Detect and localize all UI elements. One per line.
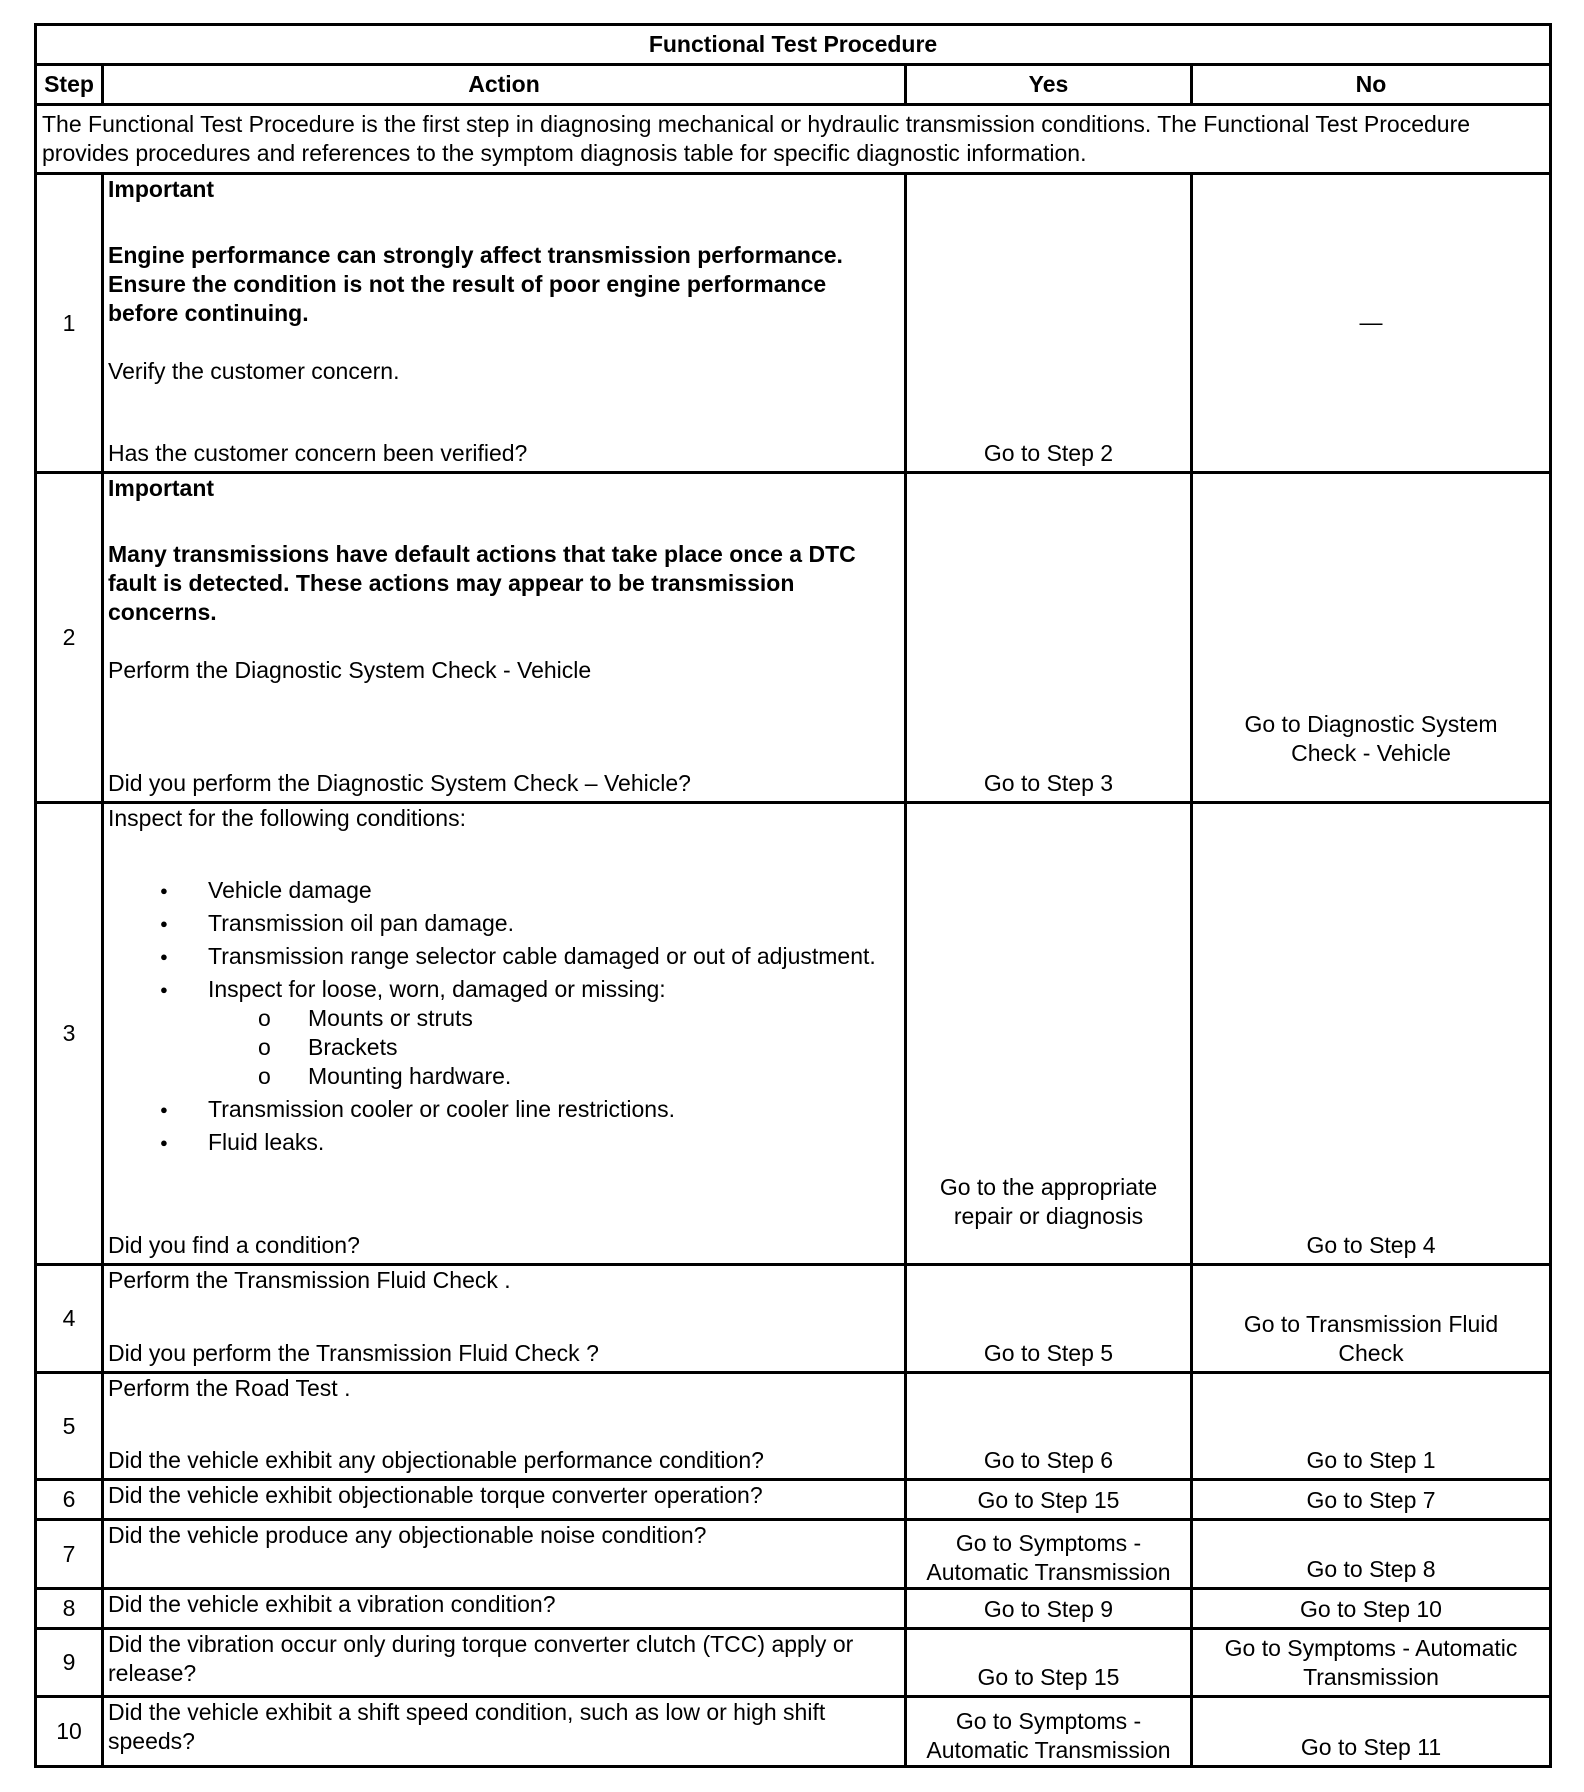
- functional-test-table: [34, 23, 1552, 1768]
- sub-list-item: o Mounting hardware.: [108, 1062, 900, 1091]
- list-item: ● Transmission oil pan damage.: [108, 909, 900, 938]
- table-row: [36, 1373, 1551, 1480]
- list-item: ● Fluid leaks.: [108, 1128, 900, 1157]
- no-cell: Go to Step 11: [1192, 1697, 1551, 1767]
- instruction: Perform the Diagnostic System Check - Vehicle: [108, 657, 592, 683]
- step-number: 1: [36, 174, 103, 473]
- step-number: 5: [36, 1373, 103, 1480]
- step-number: 9: [36, 1629, 103, 1697]
- no-cell: Go to Transmission Fluid Check: [1192, 1265, 1551, 1373]
- step-number: 6: [36, 1480, 103, 1520]
- question: Did the vibration occur only during torque converter clutch (TCC) apply or release?: [103, 1629, 906, 1697]
- yes-cell: Go to Step 15: [906, 1629, 1192, 1697]
- no-cell: Go to Step 7: [1192, 1480, 1551, 1520]
- question: Did the vehicle exhibit any objectionable performance condition?: [108, 1447, 764, 1473]
- question: Did you perform the Diagnostic System Check – Vehicle?: [108, 770, 691, 796]
- header-yes: Yes: [906, 65, 1192, 105]
- step-number: 7: [36, 1520, 103, 1589]
- table-row: [36, 473, 1551, 803]
- yes-cell: Go to Symptoms - Automatic Transmission: [906, 1697, 1192, 1767]
- no-cell: Go to Step 10: [1192, 1589, 1551, 1629]
- yes-cell: Go to Step 9: [906, 1589, 1192, 1629]
- question: Did the vehicle produce any objectionable noise condition?: [103, 1520, 906, 1589]
- question: Did you perform the Transmission Fluid Check ?: [108, 1340, 599, 1366]
- no-cell: Go to Symptoms - Automatic Transmission: [1192, 1629, 1551, 1697]
- list-item: ● Transmission range selector cable damaged or out of adjustment.: [108, 942, 900, 971]
- table-row: [36, 803, 1551, 1265]
- header-action: Action: [103, 65, 906, 105]
- table-row: [36, 1629, 1551, 1697]
- sub-list-item: o Brackets: [108, 1033, 900, 1062]
- instruction: Verify the customer concern.: [108, 358, 400, 384]
- important-note: Many transmissions have default actions that take place once a DTC fault is detected. These actions may appear to be transmission concerns.: [108, 541, 856, 625]
- no-cell: Go to Step 4: [1192, 803, 1551, 1265]
- list-item: ● Vehicle damage: [108, 876, 900, 905]
- step-number: 8: [36, 1589, 103, 1629]
- no-cell: Go to Step 8: [1192, 1520, 1551, 1589]
- table-row: [36, 174, 1551, 473]
- yes-cell: Go to Step 6: [906, 1373, 1192, 1480]
- yes-cell: Go to Step 3: [906, 473, 1192, 803]
- question: Did the vehicle exhibit a shift speed condition, such as low or high shift speeds?: [103, 1697, 906, 1767]
- yes-cell: Go to Step 2: [906, 174, 1192, 473]
- question: Did the vehicle exhibit objectionable torque converter operation?: [103, 1480, 906, 1520]
- instruction: Inspect for the following conditions:: [108, 805, 466, 831]
- table-row: [36, 1265, 1551, 1373]
- question: Did you find a condition?: [108, 1232, 360, 1258]
- list-item: ● Transmission cooler or cooler line restrictions.: [108, 1095, 900, 1124]
- table-row: [36, 1520, 1551, 1589]
- table-row: [36, 1697, 1551, 1767]
- instruction: Perform the Transmission Fluid Check .: [108, 1267, 511, 1293]
- list-item: ● Inspect for loose, worn, damaged or missing:: [108, 975, 900, 1004]
- important-label: Important: [108, 176, 215, 202]
- instruction: Perform the Road Test .: [108, 1375, 351, 1401]
- table-title: Functional Test Procedure: [36, 25, 1551, 65]
- condition-list: [108, 876, 900, 1157]
- sub-list-item: o Mounts or struts: [108, 1004, 900, 1033]
- step-number: 4: [36, 1265, 103, 1373]
- question: Did the vehicle exhibit a vibration condition?: [103, 1589, 906, 1629]
- table-row: [36, 1589, 1551, 1629]
- question: Has the customer concern been verified?: [108, 440, 528, 466]
- step-number: 3: [36, 803, 103, 1265]
- header-step: Step: [36, 65, 103, 105]
- no-cell: —: [1192, 174, 1551, 473]
- yes-cell: Go to the appropriate repair or diagnosis: [906, 803, 1192, 1265]
- important-note: Engine performance can strongly affect transmission performance. Ensure the condition is not the result of poor engine performance before continuing.: [108, 242, 843, 326]
- step-number: 2: [36, 473, 103, 803]
- yes-cell: Go to Symptoms - Automatic Transmission: [906, 1520, 1192, 1589]
- important-label: Important: [108, 475, 215, 501]
- yes-cell: Go to Step 15: [906, 1480, 1192, 1520]
- yes-cell: Go to Step 5: [906, 1265, 1192, 1373]
- step-number: 10: [36, 1697, 103, 1767]
- intro-text: The Functional Test Procedure is the first step in diagnosing mechanical or hydraulic transmission conditions. The Functional Test Procedure provides procedures and references to the symptom diagnosis table for specific diagnostic information.: [36, 105, 1551, 174]
- table-row: [36, 1480, 1551, 1520]
- no-cell: Go to Step 1: [1192, 1373, 1551, 1480]
- header-no: No: [1192, 65, 1551, 105]
- no-cell: Go to Diagnostic System Check - Vehicle: [1192, 473, 1551, 803]
